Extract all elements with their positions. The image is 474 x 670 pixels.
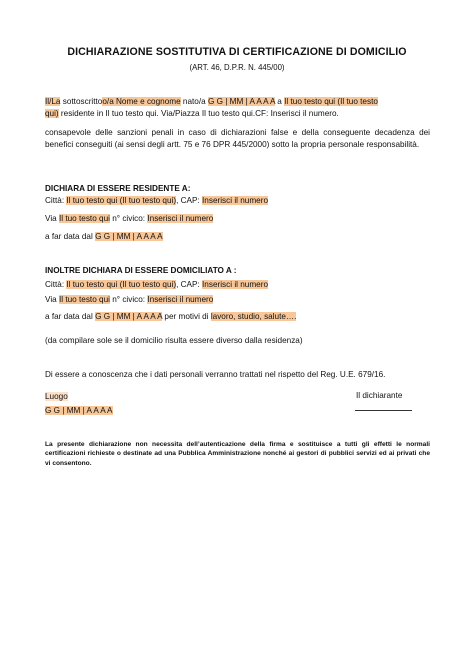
residence-heading: DICHIARA DI ESSERE RESIDENTE A: — [45, 184, 191, 193]
intro-field-birthplace[interactable]: Il tuo testo qui (Il tuo testo — [284, 97, 378, 106]
domicile-cap-field[interactable]: Inserisci il numero — [202, 280, 268, 289]
intro-line-2 — [45, 108, 339, 119]
reason-label: per motivi di — [162, 312, 211, 321]
domicile-date-field[interactable]: G G | MM | A A A A — [95, 312, 163, 321]
civic-label: n° civico: — [109, 295, 148, 304]
date-label: a far data dal — [45, 312, 96, 321]
intro-field-name[interactable]: o/a Nome e cognome — [102, 97, 181, 106]
footer-note: La presente dichiarazione non necessita dell’autenticazione della firma e sostituisce a tutti gli effetti le normali certificazioni richieste o destinate ad una Pubblica Amministrazione nonché ai gestori di pubblici servizi ed ai privati che vi consentono. — [45, 441, 430, 467]
civic-label: n° civico: — [109, 214, 148, 223]
privacy-statement: Di essere a conoscenza che i dati personali verranno trattati nel rispetto del Reg. U.E. 679/16. — [45, 370, 386, 379]
signature-place — [45, 391, 68, 402]
cap-label: , CAP: — [176, 196, 203, 205]
domicile-note: (da compilare sole se il domicilio risulta essere diverso dalla residenza) — [45, 336, 303, 345]
intro-text-residence: residente in Il tuo testo qui. Via/Piazza Il tuo testo qui.CF: Inserisci il numero. — [58, 109, 339, 118]
residence-civic-field[interactable]: Inserisci il numero — [147, 214, 214, 223]
place-field[interactable]: Luogo — [45, 392, 68, 401]
declarant-label: Il dichiarante — [356, 391, 403, 400]
city-label: Città: — [45, 196, 67, 205]
signature-line[interactable] — [355, 410, 412, 411]
intro-text: sottoscritto — [60, 97, 103, 106]
city-label: Città: — [45, 280, 67, 289]
intro-text: a — [275, 97, 285, 106]
residence-date-field[interactable]: G G | MM | A A A A — [95, 232, 163, 241]
awareness-paragraph: consapevole delle sanzioni penali in caso di dichiarazioni false e della conseguente decadenza dei benefici conseguiti (ai sensi degli artt. 75 e 76 DPR 445/2000) sotto la propria personale responsabilità. — [45, 128, 430, 149]
domicile-date-line — [45, 311, 296, 322]
document-title: DICHIARAZIONE SOSTITUTIVA DI CERTIFICAZIONE DI DOMICILIO — [67, 46, 407, 58]
domicile-city-field[interactable]: Il tuo testo qui (Il tuo testo qui) — [66, 280, 177, 289]
signature-date-field[interactable]: G G | MM | A A A A — [45, 406, 113, 415]
intro-field-birthplace-cont[interactable]: qui) — [45, 109, 59, 118]
cap-label: , CAP: — [176, 280, 203, 289]
intro-line-1 — [45, 96, 378, 107]
intro-text: nato/a — [180, 97, 208, 106]
date-label: a far data dal — [45, 232, 96, 241]
signature-date — [45, 405, 113, 416]
domicile-reason-field[interactable]: lavoro, studio, salute…. — [210, 312, 297, 321]
residence-city-field[interactable]: Il tuo testo qui (Il tuo testo qui) — [66, 196, 177, 205]
residence-cap-field[interactable]: Inserisci il numero — [202, 196, 268, 205]
via-label: Via — [45, 214, 59, 223]
domicile-via-line — [45, 294, 213, 305]
domicile-via-field[interactable]: Il tuo testo qui — [58, 295, 110, 304]
residence-date-line — [45, 231, 163, 242]
residence-via-line — [45, 213, 213, 224]
via-label: Via — [45, 295, 59, 304]
domicile-city-line — [45, 279, 268, 290]
document-subtitle: (ART. 46, D.P.R. N. 445/00) — [189, 63, 285, 72]
intro-field-birthdate[interactable]: G G | MM | A A A A — [207, 97, 276, 106]
domicile-civic-field[interactable]: Inserisci il numero — [147, 295, 214, 304]
intro-field-pronoun[interactable]: Il/La — [45, 97, 61, 106]
residence-via-field[interactable]: Il tuo testo qui — [58, 214, 110, 223]
domicile-heading: INOLTRE DICHIARA DI ESSERE DOMICILIATO A : — [45, 266, 237, 275]
residence-city-line — [45, 195, 268, 206]
